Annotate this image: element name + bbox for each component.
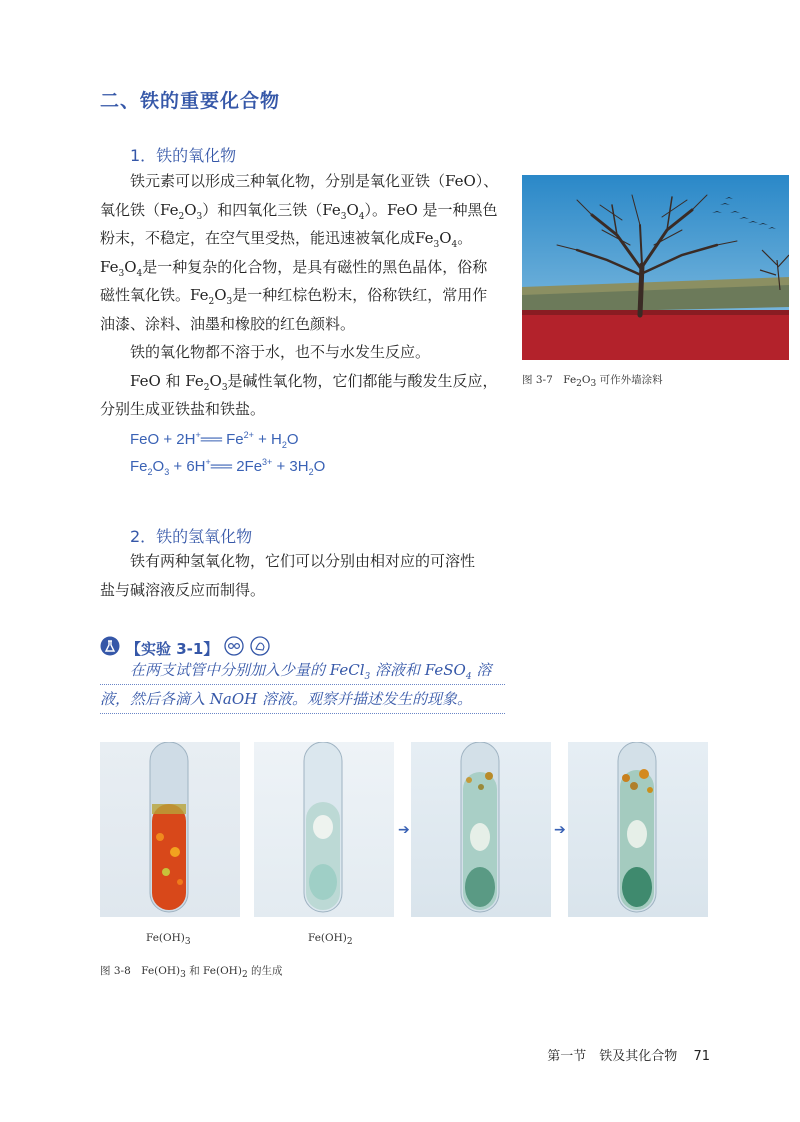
oxides-line-3: 粉末，不稳定，在空气里受热，能迅速被氧化成$Fe_3O_4$。 [100,229,473,250]
experiment-instructions [100,656,505,714]
subsection-title-hydroxides: 2．铁的氢氧化物 [130,527,253,546]
equation-feo-acid: FeO + 2H+══ $Fe^{2+} + H_2O$ [130,430,299,450]
footer-section-title: 第一节 铁及其化合物 [547,1049,678,1064]
oxides-paragraph [100,167,505,424]
subsection-title-oxides: 1．铁的氧化物 [130,146,237,165]
hydroxides-line-2: 盐与碱溶液反应而制得。 [100,580,266,599]
oxides-line-4: $Fe_3O_4$是一种复杂的化合物，是具有磁性的黑色晶体，俗称 [100,257,488,279]
figure-3-7-caption: 图 3-7 $Fe_2O_3$ 可作外墙涂料 [522,374,663,390]
experiment-label: 【实验 3-1】 [126,639,219,658]
oxides-line-6: 油漆、涂料、油墨和橡胶的红色颜料。 [100,314,356,333]
tube-photo-fe-oh-2-oxidizing [411,742,551,917]
tube-photo-fe-oh-2-oxidized [568,742,708,917]
wall-photo [522,175,789,360]
experiment-line-1: 在两支试管中分别加入少量的 FeCl$_3$ 溶液和 FeSO$_4$ 溶 [100,656,505,685]
wall-photo-image [522,175,789,360]
tube-label-fe-oh-2: $Fe(OH)_2$ [308,932,353,948]
experiment-line-2: 液，然后各滴入 NaOH 溶液。观察并描述发生的现象。 [100,685,505,714]
oxides-paragraph-2: 铁的氧化物都不溶于水，也不与水发生反应。 [130,343,431,361]
tube-label-fe-oh-3: $Fe(OH)_3$ [146,932,191,948]
hydroxides-paragraph [100,547,505,604]
oxides-paragraph-3-cont: 分别生成亚铁盐和铁盐。 [100,400,266,418]
hydroxides-line-1: 铁有两种氢氧化物，它们可以分别由相对应的可溶性 [130,552,476,570]
oxides-line-1: 铁元素可以形成三种氧化物，分别是氧化亚铁（FeO）、 [130,172,499,190]
tube-photo-fe-oh-2-initial [254,742,394,917]
page-footer [547,1045,710,1064]
section-title: 二、铁的重要化合物 [100,90,281,112]
oxides-paragraph-3: FeO 和 $Fe_2O_3$是碱性氧化物，它们都能与酸发生反应， [130,371,498,393]
oxides-line-5: 磁性氧化铁。$Fe_2O_3$是一种红棕色粉末，俗称铁红，常用作 [100,286,488,307]
page-number: 71 [693,1049,710,1064]
tube-photo-fe-oh-3 [100,742,240,917]
equation-fe2o3-acid: $Fe_2O_3$ + 6H+══ $2Fe^{3+} + 3H_2O$ [130,457,326,477]
arrow-icon: ➔ [398,822,410,838]
oxides-line-2: 氧化铁$(Fe_2O_3)$和四氧化三铁$(Fe_3O_4)$。FeO 是一种黑色 [100,200,498,222]
figure-3-8-caption: 图 3-8 $Fe(OH)_3$ 和 $Fe(OH)_2$ 的生成 [100,965,283,981]
arrow-icon: ➔ [554,822,566,838]
